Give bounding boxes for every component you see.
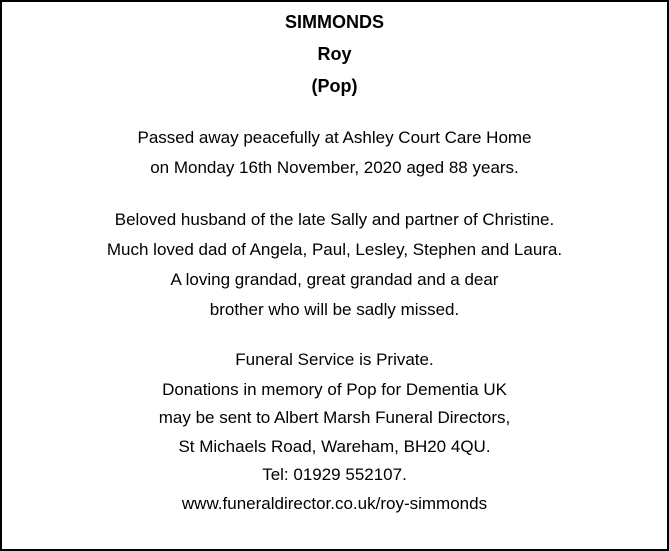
passing-line-1: Passed away peacefully at Ashley Court Care Home [137,128,532,147]
funeral-website: www.funeraldirector.co.uk/roy-simmonds [181,494,488,513]
forename-heading: Roy [317,44,352,64]
family-line-3: A loving grandad, great grandad and a dear [170,270,499,289]
funeral-line-1: Funeral Service is Private. [235,350,434,369]
family-line-1: Beloved husband of the late Sally and partner of Christine. [114,210,555,229]
surname-heading: SIMMONDS [285,12,384,32]
family-line-4: brother who will be sadly missed. [209,300,460,319]
family-line-2: Much loved dad of Angela, Paul, Lesley, Stephen and Laura. [106,240,563,259]
funeral-line-2: Donations in memory of Pop for Dementia UK [162,380,507,399]
funeral-line-4: St Michaels Road, Wareham, BH20 4QU. [178,437,491,456]
nickname-heading: (Pop) [311,76,358,96]
funeral-line-3: may be sent to Albert Marsh Funeral Directors, [158,408,511,427]
funeral-phone: Tel: 01929 552107. [262,465,407,484]
passing-line-2: on Monday 16th November, 2020 aged 88 years. [150,158,519,177]
